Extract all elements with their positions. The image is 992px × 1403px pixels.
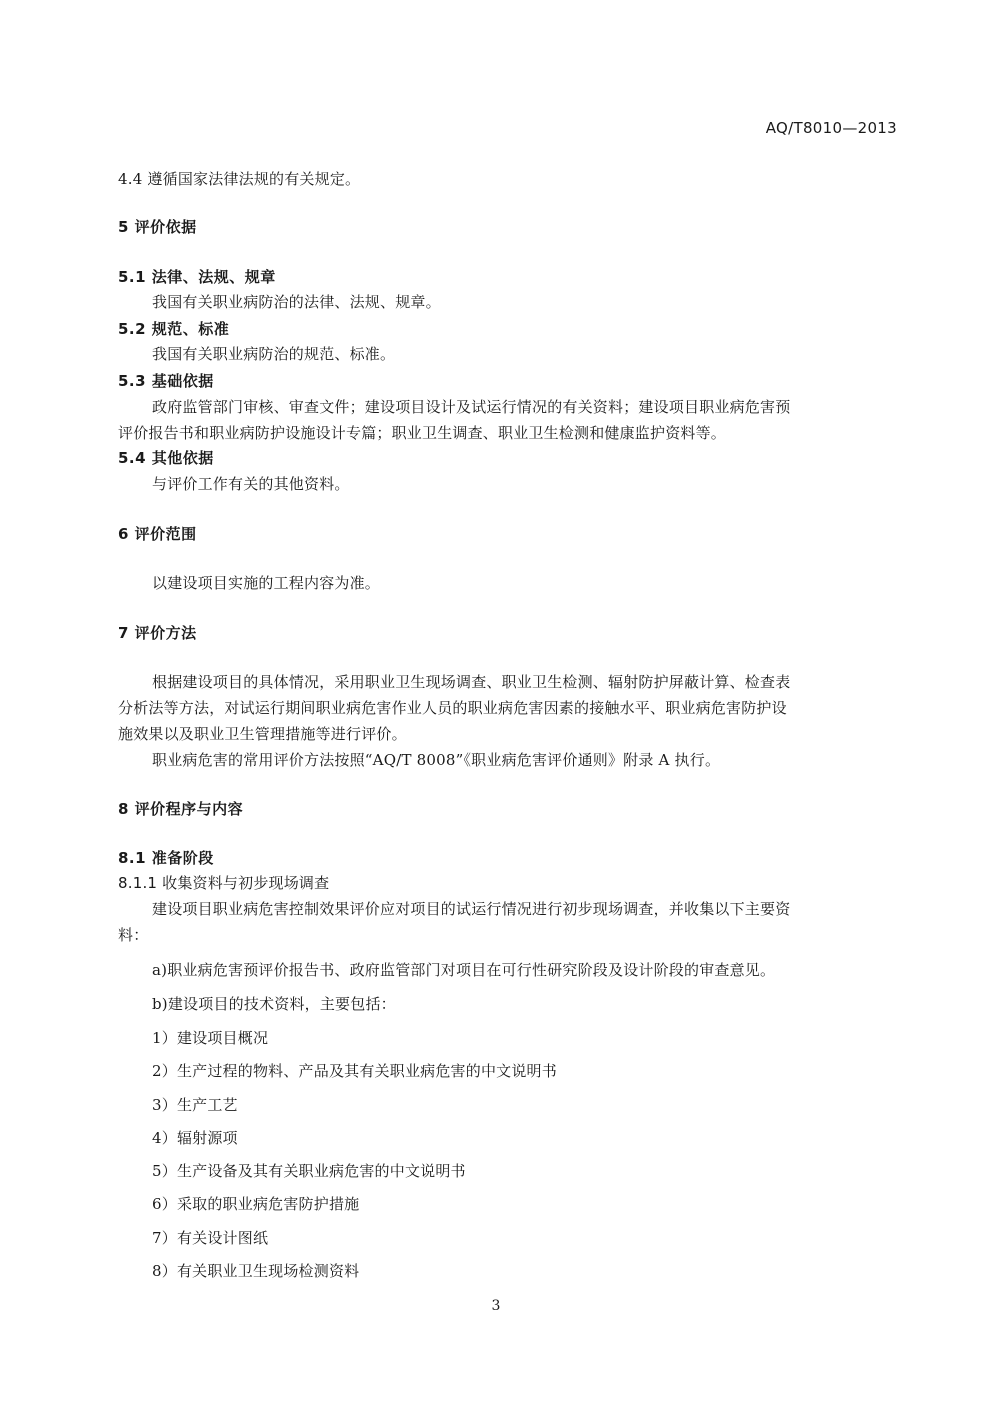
section-7-heading: 7 评价方法 [118,624,197,642]
sub-item-8: 8）有关职业卫生现场检测资料 [152,1262,360,1280]
clause-8-1-heading: 8.1 准备阶段 [118,849,214,867]
clause-5-1-text: 我国有关职业病防治的法律、法规、规章。 [152,293,441,311]
sub-item-3: 3）生产工艺 [152,1096,238,1114]
page-number: 3 [491,1298,501,1314]
clause-5-4-text: 与评价工作有关的其他资料。 [152,475,350,493]
list-item-a: a)职业病危害预评价报告书、政府监管部门对项目在可行性研究阶段及设计阶段的审查意见。 [152,961,776,979]
sub-item-5: 5）生产设备及其有关职业病危害的中文说明书 [152,1162,466,1180]
clause-8-1-1-text-line1: 建设项目职业病危害控制效果评价应对项目的试运行情况进行初步现场调查，并收集以下主要资 [152,900,791,918]
sub-item-4: 4）辐射源项 [152,1129,238,1147]
sub-item-7: 7）有关设计图纸 [152,1229,269,1247]
sub-item-2: 2）生产过程的物料、产品及其有关职业病危害的中文说明书 [152,1062,557,1080]
clause-4-4: 4.4 遵循国家法律法规的有关规定。 [118,170,361,188]
clause-5-3-text-line1: 政府监管部门审核、审查文件；建设项目设计及试运行情况的有关资料；建设项目职业病危害预 [152,398,791,416]
list-item-b: b)建设项目的技术资料，主要包括： [152,995,396,1013]
sub-item-1: 1）建设项目概况 [152,1029,269,1047]
section-6-text: 以建设项目实施的工程内容为准。 [152,574,381,592]
section-7-text-line4: 职业病危害的常用评价方法按照“AQ/T 8008”《职业病危害评价通则》附录 A 执行。 [152,751,721,769]
clause-5-1-heading: 5.1 法律、法规、规章 [118,268,276,286]
section-6-heading: 6 评价范围 [118,525,197,543]
section-7-text-line3: 施效果以及职业卫生管理措施等进行评价。 [118,725,407,743]
clause-5-3-heading: 5.3 基础依据 [118,372,214,390]
clause-5-3-text-line2: 评价报告书和职业病防护设施设计专篇；职业卫生调查、职业卫生检测和健康监护资料等。 [118,424,727,442]
sub-item-6: 6）采取的职业病危害防护措施 [152,1195,360,1213]
clause-5-2-heading: 5.2 规范、标准 [118,320,230,338]
clause-5-4-heading: 5.4 其他依据 [118,449,214,467]
clause-5-2-text: 我国有关职业病防治的规范、标准。 [152,345,396,363]
standard-code: AQ/T8010—2013 [765,119,897,137]
section-5-heading: 5 评价依据 [118,218,197,236]
section-8-heading: 8 评价程序与内容 [118,800,244,818]
clause-8-1-1-text-line2: 料： [118,926,149,944]
section-7-text-line2: 分析法等方法，对试运行期间职业病危害作业人员的职业病危害因素的接触水平、职业病危害防护设 [118,699,787,717]
clause-8-1-1-heading: 8.1.1 收集资料与初步现场调查 [118,874,330,892]
section-7-text-line1: 根据建设项目的具体情况，采用职业卫生现场调查、职业卫生检测、辐射防护屏蔽计算、检查表 [152,673,791,691]
